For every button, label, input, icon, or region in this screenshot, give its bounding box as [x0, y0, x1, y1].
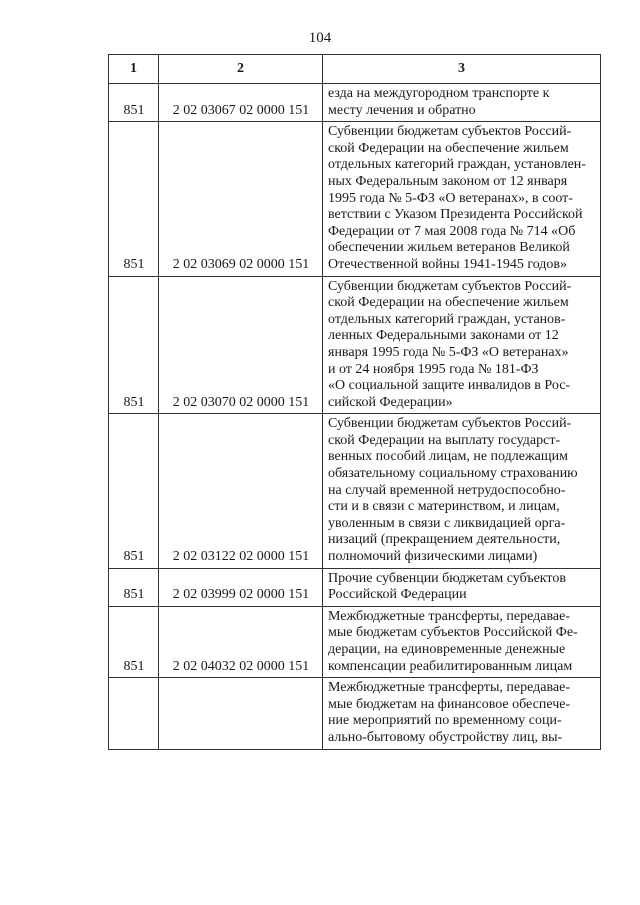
admin-code-cell [109, 678, 159, 749]
budget-classification-table [108, 54, 601, 750]
description-text: Субвенции бюджетам субъектов Россий- ской Федерации на выплату государст- венных пособий лицам, не подлежащим обязательному социальному страхованию на случай временной нетрудоспособно- сти и в связи с материнством, и лицам, уволенным в связи с ликвидацией орга- низаций (прекращением деятельности, полномочий физическими лицами) [328, 416, 578, 565]
budget-code-cell: 2 02 03070 02 0000 151 [159, 276, 323, 414]
table-row [109, 678, 601, 749]
admin-code-cell: 851 [109, 122, 159, 276]
description-cell [323, 122, 601, 276]
budget-code-cell: 2 02 04032 02 0000 151 [159, 606, 323, 677]
admin-code-cell: 851 [109, 414, 159, 568]
description-cell [323, 606, 601, 677]
description-cell [323, 678, 601, 749]
column-header-1: 1 [109, 55, 159, 84]
budget-code-cell: 2 02 03999 02 0000 151 [159, 568, 323, 606]
page-number: 104 [308, 30, 332, 46]
table-row [109, 568, 601, 606]
table-row [109, 276, 601, 414]
admin-code-cell: 851 [109, 568, 159, 606]
description-text: езда на междугородном транспорте к месту лечения и обратно [328, 86, 550, 118]
table-row [109, 122, 601, 276]
admin-code-cell: 851 [109, 84, 159, 122]
column-header-2: 2 [159, 55, 323, 84]
budget-code-cell: 2 02 03122 02 0000 151 [159, 414, 323, 568]
column-header-3: 3 [323, 55, 601, 84]
description-text: Прочие субвенции бюджетам субъектов Российской Федерации [328, 570, 566, 603]
description-text: Субвенции бюджетам субъектов Россий- ской Федерации на обеспечение жильем отдельных категорий граждан, установ- ленных Федеральными законами от 12 января 1995 года № 5-ФЗ «О ветеранах» и от 24 ноября 1995 года № 181-ФЗ «О социальной защите инвалидов в Рос- сийской Федерации» [328, 278, 572, 410]
description-text: Межбюджетные трансферты, передавае- мые бюджетам на финансовое обеспече- ние мероприятий по временному соци- ально-бытовому обустройству лиц, вы- [328, 680, 571, 745]
table-row [109, 606, 601, 677]
description-text: Межбюджетные трансферты, передавае- мые бюджетам субъектов Российской Фе- дерации, на единовременные денежные компенсации реабилитированным лицам [328, 608, 578, 674]
table-row [109, 414, 601, 568]
admin-code-cell: 851 [109, 276, 159, 414]
description-cell [323, 568, 601, 606]
budget-code-cell: 2 02 03067 02 0000 151 [159, 84, 323, 122]
budget-code-cell [159, 678, 323, 749]
budget-code-cell: 2 02 03069 02 0000 151 [159, 122, 323, 276]
description-text: Субвенции бюджетам субъектов Россий- ской Федерации на обеспечение жильем отдельных категорий граждан, установлен- ных Федеральным законом от 12 января 1995 года № 5-ФЗ «О ветеранах», в соот- ветствии с Указом Президента Российской Федерации от 7 мая 2008 года № 714 «Об обеспечении жильем ветеранов Великой Отечественной войны 1941-1945 годов» [328, 124, 586, 272]
table-header-row [109, 55, 601, 84]
description-cell [323, 84, 601, 122]
table-row [109, 84, 601, 122]
description-cell [323, 414, 601, 568]
admin-code-cell: 851 [109, 606, 159, 677]
description-cell [323, 276, 601, 414]
